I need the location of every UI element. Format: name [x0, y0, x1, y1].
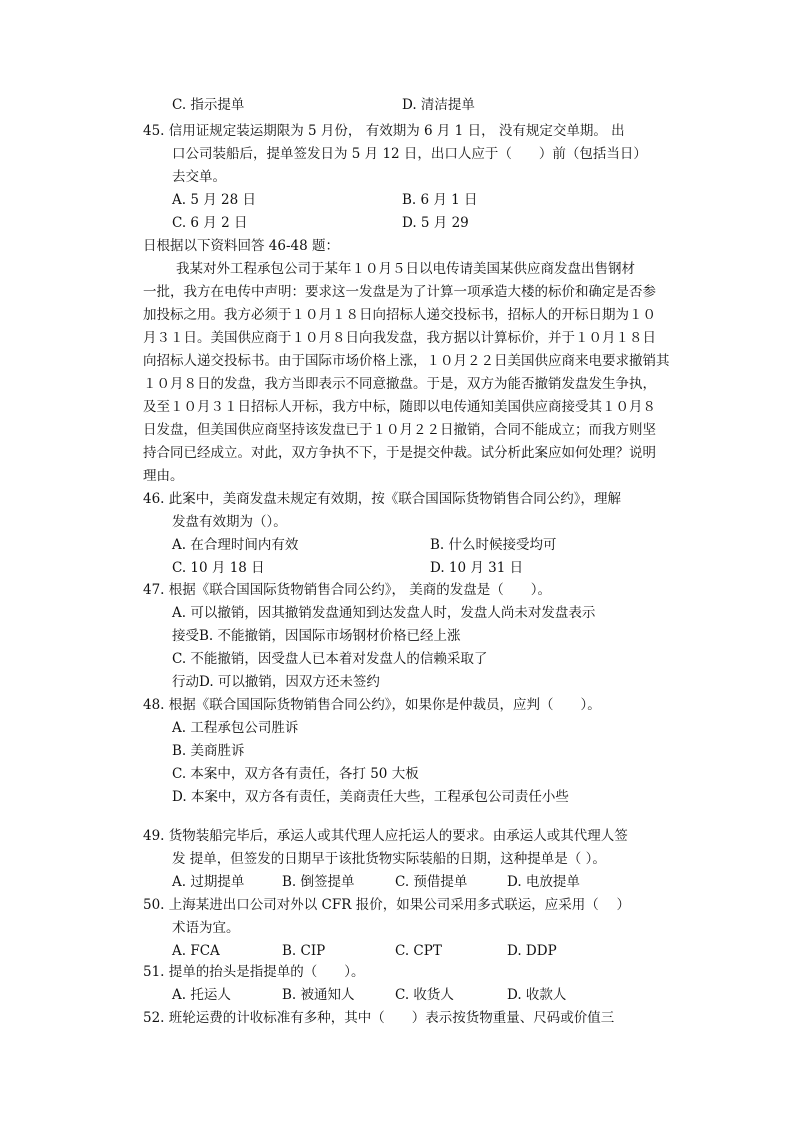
case-line-10: 理由。 — [143, 468, 184, 484]
q45-option-b: B. 6 月 1 日 — [402, 192, 478, 208]
case-line-9: 持合同已经成立。对此，双方争执不下，于是提交仲裁。试分析此案应如何处理？说明 — [143, 445, 656, 461]
q50-stem-line-1: 50. 上海某进出口公司对外以 CFR 报价，如果公司采用多式联运，应采用（ ） — [143, 897, 630, 913]
q45-option-a: A. 5 月 28 日 — [172, 192, 256, 208]
q49-stem-line-1: 49. 货物装船完毕后，承运人或其代理人应托运人的要求。由承运人或其代理人签 — [143, 828, 628, 844]
q45-stem-line-3: 去交单。 — [172, 169, 226, 185]
q47-line-5: 行动D. 可以撤销，因双方还未签约 — [172, 674, 380, 690]
q46-stem-line-2: 发盘有效期为（）。 — [172, 514, 287, 530]
case-intro: 日根据以下资料回答 46-48 题： — [143, 238, 340, 254]
q51-option-d: D. 收款人 — [507, 987, 567, 1003]
q48-stem: 48. 根据《联合国国际货物销售合同公约》，如果你是仲裁员，应判（ ）。 — [143, 697, 601, 713]
q44-option-d: D. 清洁提单 — [402, 97, 475, 113]
q49-option-a: A. 过期提单 — [172, 874, 245, 890]
q47-line-4: C. 不能撤销，因受盘人已本着对发盘人的信赖采取了 — [172, 651, 488, 667]
q48-option-b: B. 美商胜诉 — [172, 743, 245, 759]
q45-stem-line-1: 45. 信用证规定装运期限为 5 月份， 有效期为 6 月 1 日， 没有规定交单期。 出 — [143, 123, 625, 139]
q48-option-c: C. 本案中，双方各有责任，各打 50 大板 — [172, 766, 419, 782]
case-line-2: 一批，我方在电传中声明：要求这一发盘是为了计算一项承造大楼的标价和确定是否参 — [143, 284, 656, 300]
q45-option-d: D. 5 月 29 — [402, 215, 469, 231]
q46-option-a: A. 在合理时间内有效 — [172, 537, 299, 553]
q50-option-d: D. DDP — [507, 943, 557, 959]
case-line-6: １０月８日的发盘，我方当即表示不同意撤盘。于是，双方为能否撤销发盘发生争执， — [143, 376, 656, 392]
q50-option-c: C. CPT — [395, 943, 442, 959]
q46-stem-line-1: 46. 此案中，美商发盘未规定有效期，按《联合国国际货物销售合同公约》，理解 — [143, 491, 622, 507]
q46-option-d: D. 10 月 31 日 — [430, 560, 524, 576]
case-line-3: 加投标之用。我方必须于１０月１８日向招标人递交投标书，招标人的开标日期为１０ — [143, 307, 656, 323]
q45-stem-line-2: 口公司装船后，提单签发日为 5 月 12 日，出口人应于（ ）前（包括当日） — [172, 146, 647, 162]
q48-option-d: D. 本案中，双方各有责任，美商责任大些，工程承包公司责任小些 — [172, 789, 569, 805]
q45-option-c: C. 6 月 2 日 — [172, 215, 248, 231]
q46-option-c: C. 10 月 18 日 — [172, 560, 265, 576]
case-line-7: 及至１０月３１日招标人开标，我方中标，随即以电传通知美国供应商接受其１０月８ — [143, 399, 656, 415]
q51-option-b: B. 被通知人 — [282, 987, 355, 1003]
case-line-4: 月３１日。美国供应商于１０月８日向我发盘，我方据以计算标价，并于１０月１８日 — [143, 330, 656, 346]
q51-option-a: A. 托运人 — [172, 987, 231, 1003]
q48-option-a: A. 工程承包公司胜诉 — [172, 720, 299, 736]
q50-stem-line-2: 术语为宜。 — [172, 920, 240, 936]
case-line-5: 向招标人递交投标书。由于国际市场价格上涨，１０月２２日美国供应商来电要求撤销其 — [143, 353, 670, 369]
q49-option-c: C. 预借提单 — [395, 874, 468, 890]
q47-line-3: 接受B. 不能撤销，因国际市场钢材价格已经上涨 — [172, 628, 461, 644]
case-line-1: 我某对外工程承包公司于某年１０月５日以电传请美国某供应商发盘出售钢材 — [176, 261, 635, 277]
q51-stem: 51. 提单的抬头是指提单的（ ）。 — [143, 964, 365, 980]
q52-stem: 52. 班轮运费的计收标准有多种，其中（ ）表示按货物重量、尺码或价值三 — [143, 1010, 615, 1026]
q47-line-2: A. 可以撤销，因其撤销发盘通知到达发盘人时，发盘人尚未对发盘表示 — [172, 605, 596, 621]
q50-option-b: B. CIP — [282, 943, 326, 959]
q49-option-d: D. 电放提单 — [507, 874, 580, 890]
q47-stem: 47. 根据《联合国国际货物销售合同公约》， 美商的发盘是（ ）。 — [143, 582, 552, 598]
q49-option-b: B. 倒签提单 — [282, 874, 355, 890]
q49-stem-line-2: 发 提单，但签发的日期早于该批货物实际装船的日期，这种提单是（ ）。 — [172, 851, 606, 867]
case-line-8: 日发盘，但美国供应商坚持该发盘已于１０月２２日撤销，合同不能成立；而我方则坚 — [143, 422, 656, 438]
q44-option-c: C. 指示提单 — [172, 97, 245, 113]
q46-option-b: B. 什么时候接受均可 — [430, 537, 557, 553]
q50-option-a: A. FCA — [172, 943, 220, 959]
q51-option-c: C. 收货人 — [395, 987, 454, 1003]
